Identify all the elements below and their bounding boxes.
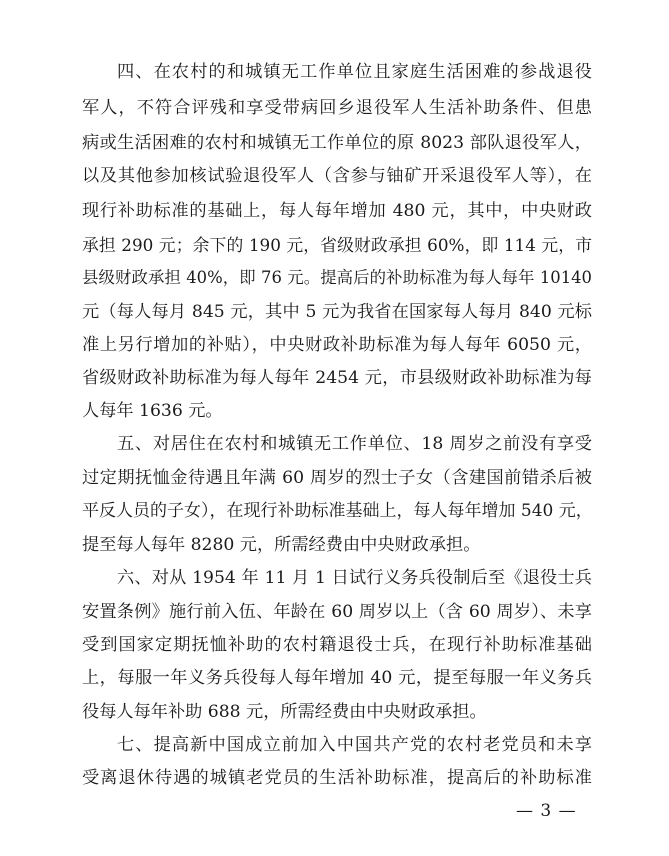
text-line: 过定期抚恤金待遇且年满 60 周岁的烈士子女（含建国前错杀后被 (82, 468, 592, 488)
text-line: 平反人员的子女），在现行补助标准基础上，每人每年增加 540 元， (82, 501, 593, 521)
text-line: 以及其他参加核试验退役军人（含参与铀矿开采退役军人等），在 (82, 166, 592, 186)
text-line: 省级财政补助标准为每人每年 2454 元，市县级财政补助标准为每 (82, 368, 592, 388)
text-line: 人每年 1636 元。 (82, 401, 223, 421)
page-number: — 3 — (516, 801, 577, 821)
text-line: 四、在农村的和城镇无工作单位且家庭生活困难的参战退役 (117, 62, 592, 82)
text-line: 承担 290 元；余下的 190 元，省级财政承担 60%，即 114 元，市 (82, 235, 592, 255)
text-line: 县级财政承担 40%，即 76 元。提高后的补助标准为每人每年 10140 (82, 268, 592, 287)
text-line: 军人，不符合评残和享受带病回乡退役军人生活补助条件、但患 (82, 98, 592, 118)
text-line: 六、对从 1954 年 11 月 1 日试行义务兵役制后至《退役士兵 (117, 568, 592, 588)
text-line: 准上另行增加的补贴），中央财政补助标准为每人每年 6050 元， (82, 335, 592, 355)
text-line: 受离退休待遇的城镇老党员的生活补助标准，提高后的补助标准 (82, 768, 592, 788)
text-line: 安置条例》施行前入伍、年龄在 60 周岁以上（含 60 周岁）、未享 (82, 602, 592, 622)
text-line: 受到国家定期抚恤补助的农村籍退役士兵，在现行补助标准基础 (82, 635, 592, 655)
text-line: 现行补助标准的基础上，每人每年增加 480 元，其中，中央财政 (82, 201, 592, 221)
text-line: 五、对居住在农村和城镇无工作单位、18 周岁之前没有享受 (117, 434, 592, 454)
text-line: 元（每人每月 845 元，其中 5 元为我省在国家每人每月 840 元标 (82, 302, 592, 322)
text-line: 役每人每年补助 688 元，所需经费由中央财政承担。 (82, 702, 487, 722)
text-line: 提至每人每年 8280 元，所需经费由中央财政承担。 (82, 535, 481, 555)
text-line: 七、提高新中国成立前加入中国共产党的农村老党员和未享 (117, 735, 592, 755)
text-line: 上，每服一年义务兵役每人每年增加 40 元，提至每服一年义务兵 (82, 668, 592, 688)
text-line: 病或生活困难的农村和城镇无工作单位的原 8023 部队退役军人， (82, 133, 592, 153)
